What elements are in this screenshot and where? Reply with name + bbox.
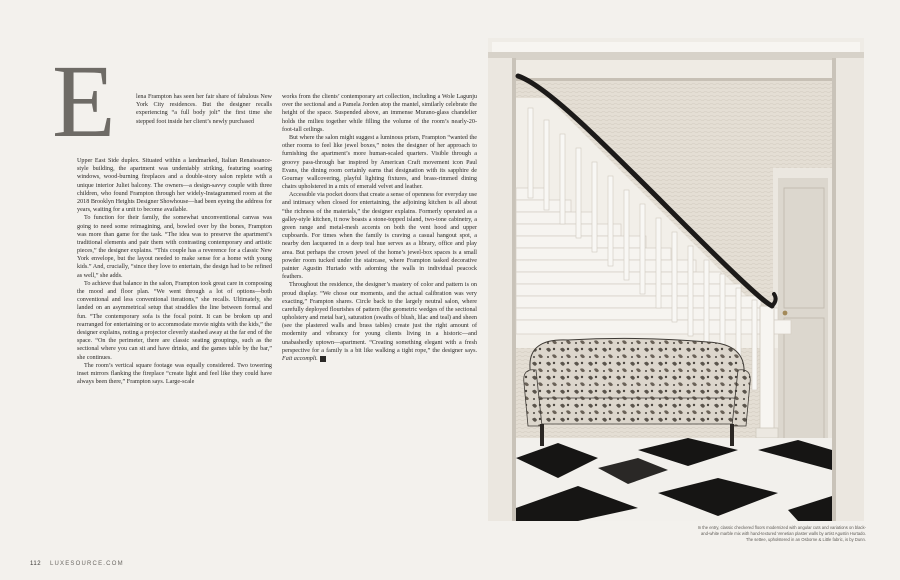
staircase-photo — [488, 38, 864, 521]
site-name: LUXESOURCE.COM — [49, 561, 124, 567]
paragraph-5: works from the clients’ contemporary art collection, including a Wole Lagunju over the sectional and a Pamela Jorden atop the mantel, similarly celebrate the height of the space. Suspended above, an immense Murano-glass chandelier holds the milieu together while filling the volume of the room’s nearly-20-foot-tall ceilings. — [282, 94, 477, 133]
paragraph-8-main: Throughout the residence, the designer’s mastery of color and pattern is on proud display. “We chose our moments, and the actual calibration was very exacting,” Frampton shares. Circle back to the largely neutral salon, where carefully deployed flourishes of pattern (the geometric wedges of the sectional upholstery and metal bar), saturation (swaths of blush, lilac and teal) and sheen (see the plastered walls and brass tables) create just the right amount of modernity and vibrancy for young clients living in a historic—and unabashedly uptown—apartment. “Creating something elegant with a fresh perspective for a family is a bit like walking a tight rope,” the designer says. — [282, 282, 477, 354]
caption-line-3: The settee, upholstered in an Osborne & Little fabric, is by Dunn. — [745, 537, 866, 542]
paragraph-6: But where the salon might suggest a luminous prism, Frampton “wanted the other rooms to feel like jewel boxes,” notes the designer of her approach to furnishing the apartment’s more human-scaled quarters. Visible through a groovy pass-through bar inspired by American Craft movement icon Paul Evans, the dining room certainly earns that designation with its sapphire de Gournay wallcovering, playful lighting fixtures, and brass-rimmed dining chairs upholstered in a mix of emerald velvet and leather. — [282, 134, 477, 191]
paragraph-8 — [282, 281, 477, 363]
staircase-illustration — [488, 38, 864, 521]
newel-post — [760, 306, 774, 436]
intro-text — [136, 93, 272, 126]
right-column — [282, 93, 477, 363]
left-column — [77, 157, 272, 386]
checkered-floor — [516, 438, 832, 521]
paragraph-7: Accessible via pocket doors that create a sense of openness for everyday use and intimacy when closed for entertaining, the adjoining kitchen is all about “the richness of the materials,” the designer explains. Formerly operated as a galley-style kitchen, it now boasts a stone-topped island, two-tone cabinetry, a green range and metal-mesh accents on both the vent hood and upper cupboards. For times when the family is craving a casual hangout spot, a nearby den lacquered in a deep teal hue serves as a library, office and play area. But perhaps the crown jewel of the home’s jewel-box spaces is a small powder room tucked under the staircase, where Frampton tasked decorative painter Agustin Hurtado with adorning the walls in individual peacock feathers. — [282, 192, 477, 281]
folio — [30, 561, 124, 567]
caption-line-2: and-white marble mix with hand-textured Venetian plaster walls by artist Agustin Hurtado. — [700, 531, 866, 536]
paragraph-4: The room’s vertical square footage was equally considered. Two towering inset mirrors flanking the fireplace “create light and feel like they could have always been there,” Frampton says. Large-scale — [77, 362, 272, 386]
closing-phrase: Fait accompli. — [282, 356, 318, 362]
drop-cap: E — [52, 44, 116, 159]
end-mark-icon — [320, 356, 326, 362]
door-knob-icon — [783, 311, 788, 316]
paragraph-3: To achieve that balance in the salon, Frampton took great care in composing the mood and floor plan. “We went through a lot of options—both conventional and less conventional iterations,” she recalls. Ultimately, she landed on an asymmetrical setup that straddles the line between formal and fun. “The contemporary sofa is the focal point. It can be broken up and rearranged for entertaining or to accommodate movie nights with the kids,” the designer explains, noting a projector cleverly stashed away at the far end of the space. “On the perimeter, there are classic seating groupings, such as the sectional where you can sit and have drinks, and the games table by the bar,” she continues. — [77, 280, 272, 361]
page-number: 112 — [30, 561, 42, 567]
paragraph-2: To function for their family, the somewhat unconventional canvas was going to need some reimagining, and, bowled over by the bones, Frampton was more than game for the task. “The idea was to preserve the apartment’s traditional elements and pair them with contrasting contemporary and artistic pieces,” the designer explains. “This couple has a reverence for a classic New York envelope, but the layout needed to make sense for a home with young kids.” And, crucially, “since they love to entertain, the design had to be refined as well,” she adds. — [77, 215, 272, 279]
caption-line-1: In the entry, classic checkered floors modernized with angular cuts and variations on black- — [697, 525, 866, 530]
paragraph-1: Upper East Side duplex. Situated within a landmarked, Italian Renaissance-style building, the apartment was undeniably striking, featuring soaring windows, wood-burning fireplaces and a double-story salon replete with a unique interior Juliet balcony. The owners—a design-savvy couple with three children, who found Frampton through her widely-Instagrammed room at the 2018 Brooklyn Heights Designer Showhouse—had been eyeing the address for years, waiting for a unit to become available. — [77, 158, 272, 214]
intro-lines: lena Frampton has seen her fair share of fabulous New York City residences. But the designer recalls experiencing “a full body jolt” the first time she stepped foot inside her client’s newly purchased — [136, 94, 272, 125]
photo-caption — [540, 525, 866, 543]
